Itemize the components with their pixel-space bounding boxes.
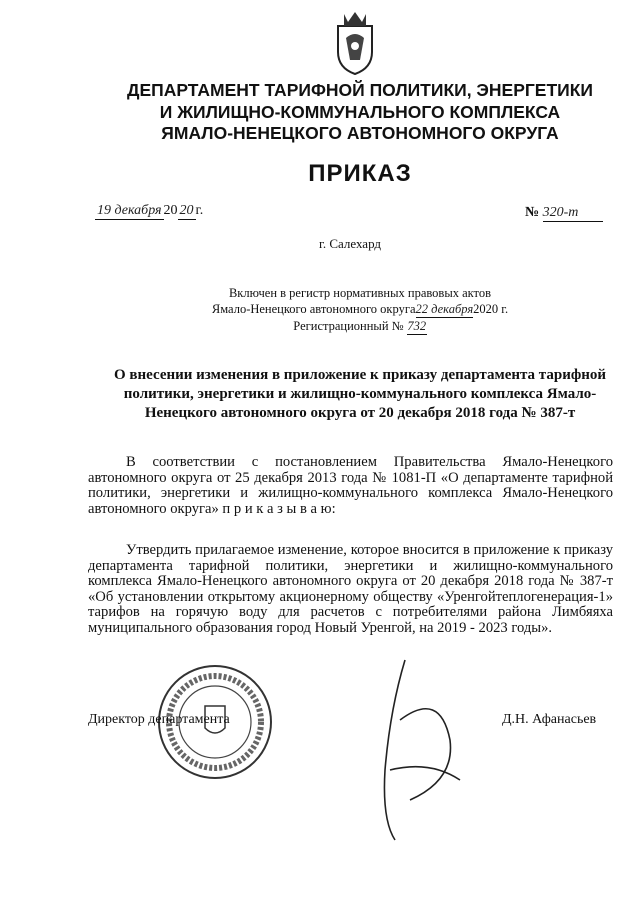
order-subject: О внесении изменения в приложение к приказу департамента тарифной политики, энергетики и жилищно-коммунального комплекса Ямало-Ненецкого автономного округа от 20 декабря 2018 года № 387-т bbox=[113, 367, 606, 421]
signatory-position: Директор департамента bbox=[88, 712, 230, 727]
date-year-prefix: 20 bbox=[163, 203, 178, 218]
header-line: ЯМАЛО-НЕНЕЦКОГО АВТОНОМНОГО ОКРУГА bbox=[161, 123, 559, 143]
city: г. Салехард bbox=[318, 236, 382, 251]
registry-line1: Включен в регистр нормативных правовых актов bbox=[228, 286, 492, 300]
order-number bbox=[525, 205, 603, 222]
date-year-suffix: 20 bbox=[179, 203, 194, 218]
registry-number-label: Регистрационный № bbox=[293, 319, 404, 333]
date-year-tail: г. bbox=[195, 203, 204, 218]
signatory-name: Д.Н. Афанасьев bbox=[502, 712, 597, 727]
registry-region: Ямало-Ненецкого автономного округа bbox=[211, 302, 416, 316]
registry-number-value: 732 bbox=[407, 319, 427, 333]
document-type-title: ПРИКАЗ bbox=[308, 160, 412, 187]
registry-year: 2020 г. bbox=[473, 302, 509, 316]
number-label: № bbox=[525, 205, 540, 220]
registry-block bbox=[100, 285, 620, 335]
header-line: ДЕПАРТАМЕНТ ТАРИФНОЙ ПОЛИТИКИ, ЭНЕРГЕТИКИ bbox=[127, 80, 593, 100]
coat-of-arms-emblem bbox=[330, 8, 380, 76]
department-header bbox=[60, 80, 640, 145]
number-value: 320-т bbox=[543, 205, 603, 222]
order-date bbox=[95, 203, 203, 220]
registry-date: 22 декабря bbox=[415, 302, 474, 316]
date-day-month: 19 декабря bbox=[97, 203, 162, 218]
body-paragraph-1: В соответствии с постановлением Правительства Ямало-Ненецкого автономного округа от 25 декабря 2013 года № 1081-П «О департаменте тарифной политики, энергетики и жилищно-коммунального комплекса Ямало-Ненецкого автономного округа» п р и к а з ы в а ю: bbox=[88, 454, 613, 517]
header-line: И ЖИЛИЩНО-КОММУНАЛЬНОГО КОМПЛЕКСА bbox=[159, 101, 561, 122]
body-paragraph-2: Утвердить прилагаемое изменение, которое вносится в приложение к приказу департамента тарифной политики, энергетики и жилищно-коммунального комплекса Ямало-Ненецкого автономного округа от 20 декабря 2018 года № 387-т «Об установлении открытому акционерному обществу «Уренгойтеплогенерация-1» тарифов на горячую воду для расчетов с потребителями района Лимбяяха муниципального образования город Новый Уренгой, на 2019 - 2023 годы». bbox=[88, 542, 613, 636]
handwritten-signature bbox=[330, 650, 480, 850]
